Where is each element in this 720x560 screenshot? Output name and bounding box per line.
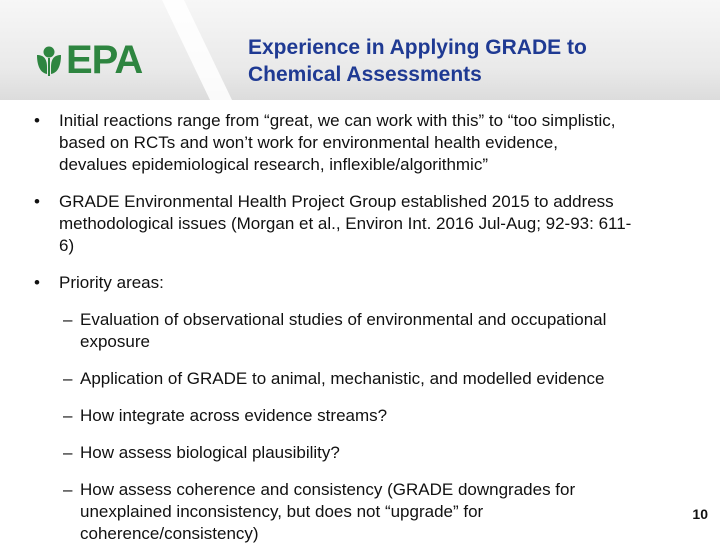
slide-title	[248, 34, 688, 88]
bullet-line: GRADE Environmental Health Project Group established 2015 to address	[59, 192, 614, 211]
bullet-line: methodological issues (Morgan et al., Environ Int. 2016 Jul-Aug; 92-93: 611-	[59, 214, 632, 233]
sub-line: unexplained inconsistency, but does not “upgrade” for	[80, 502, 484, 521]
slide-header	[0, 0, 720, 100]
epa-flower-icon	[34, 43, 64, 77]
sub-item	[34, 309, 684, 353]
sub-line: How integrate across evidence streams?	[80, 406, 388, 425]
bullet-line: 6)	[59, 236, 75, 255]
sub-line: Application of GRADE to animal, mechanistic, and modelled evidence	[80, 369, 605, 388]
epa-logo-text: EPA	[66, 38, 143, 82]
epa-logo	[34, 40, 142, 80]
sub-item	[34, 442, 684, 464]
bullet-item	[34, 191, 684, 257]
bullet-line: devalues epidemiological research, inflexible/algorithmic”	[59, 155, 488, 174]
sub-item	[34, 368, 684, 390]
header-divider-shape	[162, 0, 232, 100]
bullet-marker: •	[34, 273, 40, 292]
sub-item	[34, 479, 684, 545]
slide-body	[34, 110, 684, 560]
title-line: Chemical Assessments	[248, 63, 482, 86]
bullet-marker: •	[34, 111, 40, 130]
bullet-line: Priority areas:	[59, 273, 164, 292]
sub-line: Evaluation of observational studies of environmental and occupational	[80, 310, 607, 329]
title-line: Experience in Applying GRADE to	[248, 36, 587, 59]
sub-marker: –	[63, 406, 73, 425]
bullet-item	[34, 110, 684, 176]
sub-line: How assess coherence and consistency (GRADE downgrades for	[80, 480, 576, 499]
bullet-item	[34, 272, 684, 294]
sub-line: How assess biological plausibility?	[80, 443, 340, 462]
page-number: 10	[692, 506, 708, 522]
sub-item	[34, 405, 684, 427]
sub-marker: –	[63, 369, 73, 388]
bullet-line: based on RCTs and won’t work for environmental health evidence,	[59, 133, 558, 152]
sub-marker: –	[63, 310, 73, 329]
bullet-line: Initial reactions range from “great, we can work with this” to “too simplistic,	[59, 111, 616, 130]
sub-marker: –	[63, 480, 73, 499]
sub-marker: –	[63, 443, 73, 462]
sub-line: coherence/consistency)	[80, 524, 259, 543]
sub-line: exposure	[80, 332, 150, 351]
bullet-marker: •	[34, 192, 40, 211]
